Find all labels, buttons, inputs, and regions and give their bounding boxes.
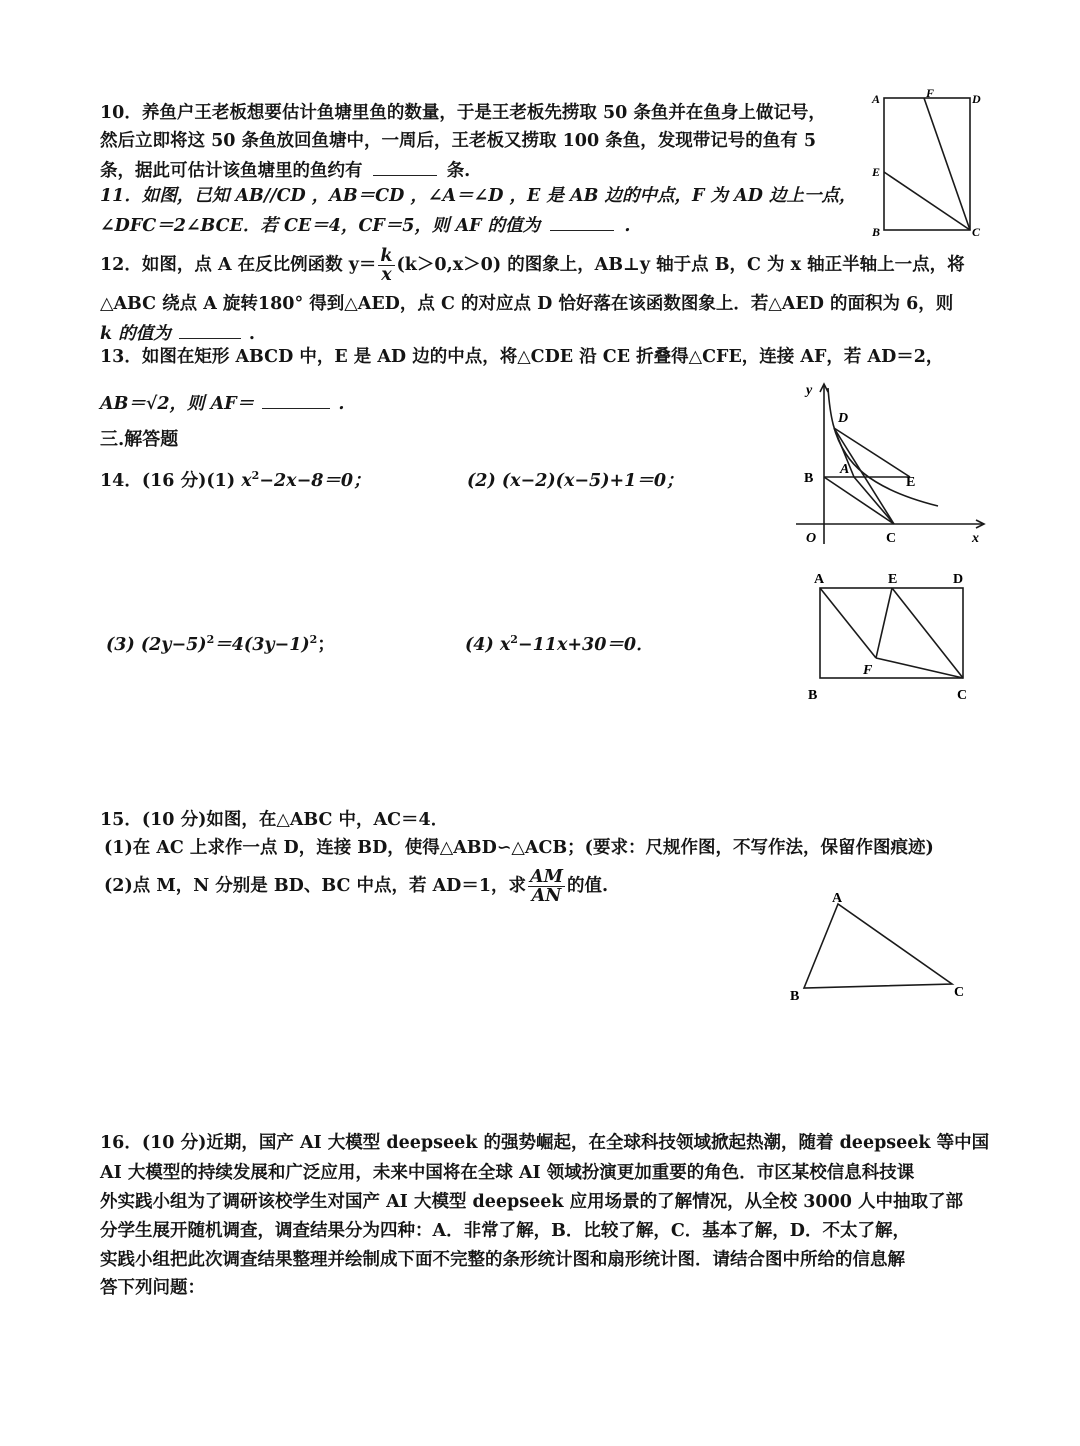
q14-p3-a: (3) (2y−5) [106,635,207,655]
fig13-label-f: F [863,663,873,678]
q15-frac-num: AM [530,867,563,887]
figure-q15 [780,886,980,1010]
q10-line3 [100,157,470,183]
q10-answer-blank[interactable] [373,157,437,176]
q10-line3-text: 条，据此可估计该鱼塘里的鱼约有 [100,161,363,181]
fig11-label-d: D [972,92,981,106]
q12-text-post: (k＞0,x＞0) 的图象上，AB⊥y 轴于点 B，C 为 x 轴正半轴上一点，将 [396,255,965,275]
fig13-label-c: C [957,688,968,703]
q14-p3-e2: 2 [309,633,318,647]
q12-line3 [100,320,255,346]
q12-line1 [100,245,965,285]
q14-p4-e: 2 [510,633,518,647]
q11-line2 [100,212,630,238]
q12-text-pre: 12．如图，点 A 在反比例函数 y＝ [100,255,377,275]
q12-line2: △ABC 绕点 A 旋转180° 得到△AED，点 C 的对应点 D 恰好落在该函数图象上．若△AED 的面积为 6，则 [100,294,954,314]
fig11-label-e: E [872,165,881,179]
q12-line3-tail: . [248,324,255,344]
fig12-hyperbola [828,388,938,506]
fig12-label-o: O [806,531,817,546]
q16-line4: 分学生展开随机调查，调查结果分为四种：A．非常了解，B．比较了解，C．基本了解，D．不太了解， [100,1221,910,1241]
q14-part1 [100,469,371,493]
figure-q12 [790,376,990,548]
q14-p1-exp: 2 [251,469,260,483]
fig11-rectangle [884,98,970,230]
fig11-label-b: B [872,225,881,239]
fig11-label-f: F [926,86,935,100]
fig11-label-c: C [972,225,981,239]
q15-line2: (1)在 AC 上求作一点 D，连接 BD，使得△ABD∽△ACB；(要求：尺规作图，不写作法，保留作图痕迹) [104,838,934,858]
q16-line6: 答下列问题： [100,1278,205,1298]
fig15-label-a: A [832,891,843,906]
fig13-segment-ef [876,588,892,658]
fig13-label-e: E [888,572,898,587]
q15-line3-text: (2)点 M，N 分别是 BD、BC 中点，若 AD＝1，求 [104,876,527,896]
fig11-segment-cf [924,98,970,230]
fig13-rectangle [820,588,963,678]
q16-line3: 外实践小组为了调研该校学生对国产 AI 大模型 deepseek 应用场景的了解情况，从全校 3000 人中抽取了部 [100,1192,964,1212]
q14-label: 14．(16 分) [100,471,207,491]
figure-q13 [800,566,980,706]
q14-p4-b: −11x+30＝0． [517,635,654,655]
q11-line2-tail: . [624,216,631,236]
fig13-label-d: D [953,572,964,587]
q13-line2-text: AB＝√2，则 AF＝ [100,394,255,414]
q10-line2: 然后立即将这 50 条鱼放回鱼塘中，一周后，王老板又捞取 100 条鱼，发现带记号的鱼有 5 [100,131,817,151]
q11-answer-blank[interactable] [550,212,614,231]
q16-line5: 实践小组把此次调查结果整理并绘制成下面不完整的条形统计图和扇形统计图．请结合图中所给的信息解 [100,1250,905,1270]
fig13-label-a: A [814,572,825,587]
fig15-triangle [804,904,952,988]
q13-line1: 13．如图在矩形 ABCD 中，E 是 AD 边的中点，将△CDE 沿 CE 折叠得△CFE，连接 AF，若 AD＝2， [100,347,944,367]
fig12-label-y: y [806,383,813,398]
q12-frac-den: x [381,265,392,285]
q11-line2-text: ∠DFC＝2∠BCE．若 CE＝4，CF＝5，则 AF 的值为 [100,216,541,236]
q12-line3-text: k 的值为 [100,324,171,344]
q15-frac-den: AN [531,886,562,906]
q14-p3-b: ＝4(3y−1) [214,635,310,655]
q15-line3 [104,866,608,906]
q13-line2 [100,390,344,416]
q14-p4-a: (4) x [465,635,511,655]
fig15-label-c: C [954,985,965,1000]
q14-p1-label: (1) [206,471,236,491]
q16-line1: 16．(10 分)近期，国产 AI 大模型 deepseek 的强势崛起，在全球科技领域掀起热潮，随着 deepseek 等中国 [100,1133,990,1153]
q13-answer-blank[interactable] [262,390,330,409]
q14-part2: (2) (x−2)(x−5)+1＝0； [467,471,684,491]
fig12-label-b: B [804,471,814,486]
q10-line1: 10．养鱼户王老板想要估计鱼塘里鱼的数量，于是王老板先捞取 50 条鱼并在鱼身上做记号， [100,103,826,123]
fig11-label-a: A [872,92,881,106]
q11-line1: 11．如图，已知 AB//CD ，AB＝CD ，∠A＝∠D ，E 是 AB 边的中点，F 为 AD 边上一点， [100,186,857,206]
fig11-segment-ce [884,172,970,230]
fig12-label-d: D [838,411,849,426]
fig12-label-a: A [840,462,850,477]
q14-p1-tail: −2x−8＝0； [259,471,371,491]
q14-p3-e1: 2 [206,633,215,647]
q12-frac-num: k [380,246,393,266]
q16-line2: AI 大模型的持续发展和广泛应用，未来中国将在全球 AI 领域扮演更加重要的角色．市区某校信息科技课 [100,1163,915,1183]
fig12-label-c: C [886,531,897,546]
fig15-label-b: B [790,989,800,1004]
q15-line3-tail: 的值. [566,876,609,896]
q15-fraction [528,868,565,905]
figure-q11 [866,84,992,244]
fig12-label-e: E [906,475,916,490]
section-heading: 三.解答题 [100,429,179,450]
q14-part4 [465,633,654,657]
q14-part3 [106,633,335,657]
fig13-segment-af [820,588,876,658]
fig12-label-x: x [972,531,979,546]
q15-line1: 15．(10 分)如图，在△ABC 中，AC＝4． [100,810,449,830]
q12-answer-blank[interactable] [179,320,241,339]
q14-p1-x: x [241,471,252,491]
q14-p3-c: ； [317,635,335,655]
fig13-label-b: B [808,688,818,703]
q10-line3-tail: 条. [446,161,471,181]
q13-line2-tail: . [338,394,345,414]
q12-fraction [378,247,394,284]
